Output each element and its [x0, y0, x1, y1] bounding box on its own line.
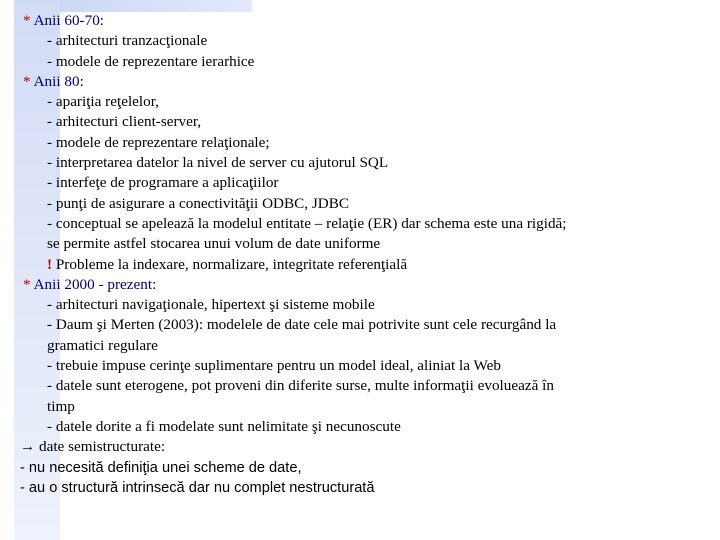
conclusion-item: - nu necesită definiţia unei scheme de date, — [20, 459, 302, 476]
list-item-continuation: timp — [47, 397, 75, 415]
list-item: - interpretarea datelor la nivel de server cu ajutorul SQL — [47, 154, 389, 172]
list-item: - datele sunt eterogene, pot proveni din diferite surse, multe informaţii evoluează în — [47, 377, 554, 395]
section-heading-60-70 — [0, 11, 710, 31]
list-item: - conceptual se apelează la modelul entitate – relaţie (ER) dar schema este una rigidă; — [47, 214, 567, 232]
conclusion-heading — [0, 437, 710, 457]
section-heading-2000 — [0, 275, 710, 295]
list-item: - apariţia reţelelor, — [47, 93, 159, 111]
section-title: Anii 80 — [33, 72, 80, 90]
warning-text: Probleme la indexare, normalizare, integritate referenţială — [52, 255, 408, 273]
list-item: - modele de reprezentare relaţionale; — [47, 133, 270, 151]
section-title: Anii 60-70 — [33, 12, 100, 29]
slide-body — [0, 11, 710, 498]
list-item: - arhitecturi client-server, — [47, 113, 202, 131]
bullet-asterisk: * — [23, 72, 34, 90]
conclusion-label: date semistructurate: — [35, 438, 166, 456]
section-heading-80 — [0, 72, 710, 92]
list-item: - Daum şi Merten (2003): modelele de date cele mai potrivite sunt cele recurgând la — [47, 316, 557, 334]
list-item: - interfeţe de programare a aplicaţiilor — [47, 174, 279, 192]
list-item: - datele dorite a fi modelate sunt nelimitate şi necunoscute — [47, 417, 401, 435]
list-item: - arhitecturi navigaţionale, hipertext şi sisteme mobile — [47, 296, 375, 314]
list-item: - modele de reprezentare ierarhice — [47, 52, 255, 70]
list-item: - arhitecturi tranzacţionale — [47, 32, 208, 50]
bullet-asterisk: * — [23, 12, 34, 29]
right-arrow-icon: → — [20, 438, 36, 456]
list-item: - trebuie impuse cerinţe suplimentare pentru un model ideal, aliniat la Web — [47, 357, 501, 375]
list-item-continuation: gramatici regulare — [47, 336, 158, 354]
bullet-asterisk: * — [23, 275, 34, 293]
warning-line — [0, 255, 710, 275]
list-item-continuation: se permite astfel stocarea unui volum de date uniforme — [47, 235, 381, 253]
section-colon: : — [79, 72, 84, 90]
conclusion-item: - au o structură intrinsecă dar nu complet nestructurată — [20, 479, 375, 496]
list-item: - punţi de asigurare a conectivităţii ODBC, JDBC — [47, 194, 349, 212]
section-colon: : — [99, 12, 105, 29]
exclamation-icon: ! — [47, 255, 53, 273]
section-title: Anii 2000 - prezent: — [33, 275, 157, 293]
